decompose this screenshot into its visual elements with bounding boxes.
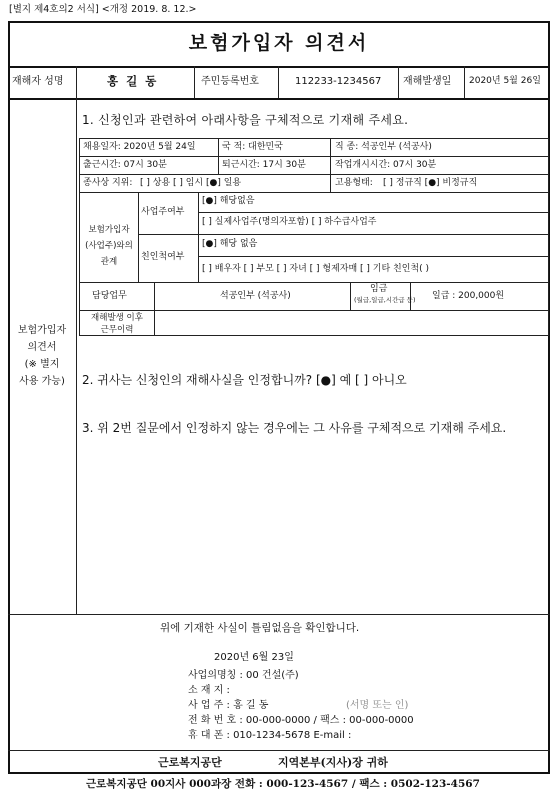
duty-label: 담당업무 <box>92 291 127 301</box>
divider <box>398 66 399 98</box>
divider <box>330 174 331 192</box>
wage-label: 임금 <box>370 284 388 294</box>
divider <box>278 66 279 98</box>
hire-date[interactable]: 채용일자: 2020년 5월 24일 <box>83 142 196 152</box>
rrn-value[interactable]: 112233-1234567 <box>295 76 382 87</box>
nationality[interactable]: 국 적: 대한민국 <box>222 142 283 152</box>
owner-option-none[interactable]: [●] 해당없음 <box>202 196 255 206</box>
start-time[interactable]: 출근시간: 07시 30분 <box>83 160 167 170</box>
wage-sub-label: (월급,일급,시간급 등) <box>354 296 416 304</box>
business-owner[interactable]: 사 업 주 : 홍 길 동 <box>188 700 269 711</box>
divider <box>330 138 331 174</box>
status-options[interactable]: [ ] 상용 [ ] 임시 [●] 일용 <box>140 178 242 188</box>
divider <box>79 192 549 193</box>
agency-name: 근로복지공단 <box>158 756 222 769</box>
divider <box>198 256 549 257</box>
employment-label: 고용형태: <box>335 178 373 188</box>
sign-date[interactable]: 2020년 6월 23일 <box>214 652 294 663</box>
accident-date-label: 재해발생일 <box>403 76 452 87</box>
divider <box>76 66 77 614</box>
divider <box>79 156 549 157</box>
divider <box>138 192 139 282</box>
divider <box>218 138 219 174</box>
kin-option-types[interactable]: [ ] 배우자 [ ] 부모 [ ] 자녀 [ ] 형제자매 [ ] 기타 친인척( ) <box>202 264 430 274</box>
contact-footer: 근로복지공단 00지사 000과장 전화 : 000-123-4567 / 팩스 : 0502-123-4567 <box>86 778 480 790</box>
divider <box>198 212 549 213</box>
business-name[interactable]: 사업의명칭 : 00 건설(주) <box>188 670 299 681</box>
status-label: 종사상 지위: <box>83 178 133 188</box>
divider <box>350 282 351 310</box>
recipient: 지역본부(지사)장 귀하 <box>278 756 388 769</box>
after-accident-label: 재해발생 이후 근무이력 <box>91 313 143 335</box>
victim-name-value[interactable]: 홍 길 동 <box>107 74 159 88</box>
divider <box>138 234 549 235</box>
divider <box>79 174 549 175</box>
form-title: 보험가입자 의견서 <box>188 32 370 54</box>
divider <box>464 66 465 98</box>
divider <box>8 750 550 751</box>
relation-label: 보험가입자 (사업주)와의 관계 <box>85 225 133 267</box>
kin-option-none[interactable]: [●] 해당 없음 <box>202 239 258 249</box>
owner-label: 사업주여부 <box>141 207 185 217</box>
question-2[interactable]: 2. 귀사는 신청인의 재해사실을 인정합니까? [●] 예 [ ] 아니오 <box>82 373 407 387</box>
question-3: 3. 위 2번 질문에서 인정하지 않는 경우에는 그 사유를 구체적으로 기재해 주세요. <box>82 421 507 435</box>
accident-date-value[interactable]: 2020년 5월 26일 <box>469 76 541 86</box>
question-1: 1. 신청인과 관련하여 아래사항을 구체적으로 기재해 주세요. <box>82 113 409 127</box>
business-address[interactable]: 소 재 지 : <box>188 685 230 696</box>
victim-name-label: 재해자 성명 <box>12 76 64 87</box>
confirm-statement: 위에 기재한 사실이 틀림없음을 확인합니다. <box>160 622 360 634</box>
work-start-time[interactable]: 작업개시시간: 07시 30분 <box>335 160 437 170</box>
divider <box>79 310 549 311</box>
divider <box>154 282 155 336</box>
end-time[interactable]: 퇴근시간: 17시 30분 <box>222 160 306 170</box>
phone-fax[interactable]: 전 화 번 호 : 00-000-0000 / 팩스 : 00-000-0000 <box>188 715 414 726</box>
kin-label: 친인척여부 <box>141 252 185 262</box>
divider <box>194 66 195 98</box>
divider <box>8 98 550 100</box>
divider <box>8 66 550 68</box>
rrn-label: 주민등록번호 <box>201 76 259 87</box>
divider <box>8 614 550 615</box>
insured-opinion-label: 보험가입자 의견서 (※ 별지 사용 가능) <box>17 325 67 387</box>
signature-note: (서명 또는 인) <box>346 700 409 711</box>
divider <box>79 282 549 283</box>
divider <box>198 192 199 282</box>
employment-options[interactable]: [ ] 정규직 [●] 비정규직 <box>383 178 478 188</box>
job-type[interactable]: 직 종: 석공인부 (석공사) <box>335 142 432 152</box>
wage-value[interactable]: 일급 : 200,000원 <box>432 291 505 301</box>
mobile-email[interactable]: 휴 대 폰 : 010-1234-5678 E-mail : <box>188 730 352 741</box>
owner-option-types[interactable]: [ ] 실제사업주(명의자포함) [ ] 하수급사업주 <box>202 217 377 227</box>
duty-value[interactable]: 석공인부 (석공사) <box>220 291 291 301</box>
form-note: [별지 제4호의2 서식] <개정 2019. 8. 12.> <box>9 4 197 15</box>
